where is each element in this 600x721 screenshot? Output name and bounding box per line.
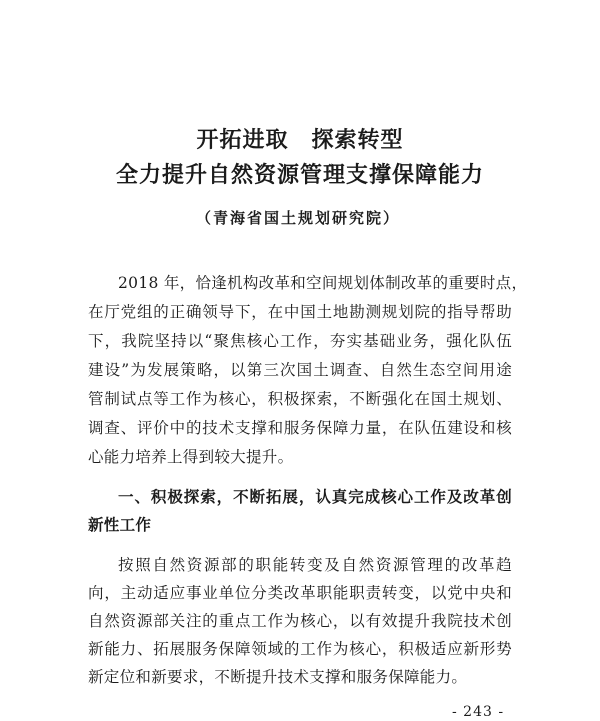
paragraph-line: 2018 年，恰逢机构改革和空间规划体制改革的重要时点， bbox=[118, 274, 528, 292]
intro-paragraph bbox=[88, 269, 528, 472]
paragraph-line: 向，主动适应事业单位分类改革职能职责转变，以党中央和 bbox=[88, 584, 512, 602]
paragraph-line: 新定位和新要求，不断提升技术支撑和服务保障能力。 bbox=[88, 668, 468, 686]
paragraph-line: 管制试点等工作为核心，积极探索，不断强化在国土规划、 bbox=[88, 390, 512, 408]
paragraph-line: 调查、评价中的技术支撑和服务保障力量，在队伍建设和核 bbox=[88, 419, 512, 437]
paragraph-line: 建设”为发展策略，以第三次国土调查、自然生态空间用途 bbox=[88, 361, 512, 379]
title-line-2: 全力提升自然资源管理支撑保障能力 bbox=[115, 162, 484, 188]
paragraph-line: 按照自然资源部的职能转变及自然资源管理的改革趋 bbox=[118, 556, 512, 574]
paragraph-line: 自然资源部关注的重点工作为核心，以有效提升我院技术创 bbox=[88, 612, 512, 630]
title-line-1: 开拓进取 探索转型 bbox=[196, 127, 404, 153]
paragraph-line: 新能力、拓展服务保障领域的工作为核心，积极适应新形势 bbox=[88, 640, 512, 658]
author-organization: （青海省国土规划研究院） bbox=[195, 209, 400, 227]
paragraph-line: 心能力培养上得到较大提升。 bbox=[88, 448, 294, 466]
paragraph-line: 下，我院坚持以“聚焦核心工作，夯实基础业务，强化队伍 bbox=[88, 332, 512, 350]
section-paragraph bbox=[88, 551, 512, 691]
heading-line: 一、积极探索，不断拓展，认真完成核心工作及改革创 bbox=[118, 488, 512, 506]
paragraph-line: 在厅党组的正确领导下，在中国土地勘测规划院的指导帮助 bbox=[88, 303, 512, 321]
heading-line: 新性工作 bbox=[88, 516, 152, 534]
section-heading bbox=[88, 483, 512, 539]
page-number: - 243 - bbox=[452, 704, 505, 720]
